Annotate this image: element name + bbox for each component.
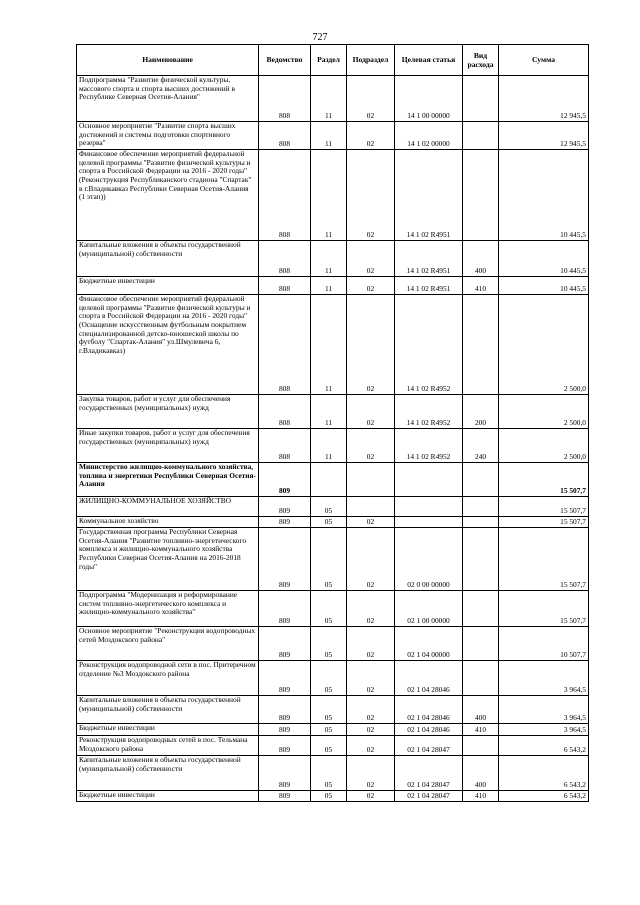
table-row	[77, 277, 589, 295]
row-target-article: 02 1 04 28046	[395, 661, 463, 696]
row-subsection: 02	[347, 517, 395, 528]
row-section: 05	[311, 724, 347, 736]
row-section: 05	[311, 627, 347, 661]
row-subsection: 02	[347, 696, 395, 724]
row-name: Иные закупки товаров, работ и услуг для обеспечения государственных (муниципальных) нужд	[77, 429, 259, 463]
row-name: ЖИЛИЩНО-КОММУНАЛЬНОЕ ХОЗЯЙСТВО	[77, 497, 259, 517]
header-target-article: Целевая статья	[395, 45, 463, 76]
row-section: 05	[311, 517, 347, 528]
row-subsection: 02	[347, 150, 395, 241]
page-number: 727	[312, 32, 328, 43]
row-subsection: 02	[347, 661, 395, 696]
row-name: Финансовое обеспечение мероприятий федеральной целевой программы "Развитие физической культуры и спорта в Российской Федерации на 2016 - 2020 годы" (Реконструкция Республиканского стадиона "Спартак" в г.Владикавказ Республики Северная Осетия-Алания (1 этап))	[77, 150, 259, 241]
row-expense-type	[463, 463, 499, 497]
row-department: 809	[259, 517, 311, 528]
row-name: Реконструкция водопроводных сетей в пос. Тельмана Моздокского района	[77, 736, 259, 756]
row-subsection: 02	[347, 76, 395, 122]
row-section: 05	[311, 736, 347, 756]
table-row	[77, 463, 589, 497]
row-name: Закупка товаров, работ и услуг для обеспечения государственных (муниципальных) нужд	[77, 395, 259, 429]
row-section: 05	[311, 791, 347, 802]
row-expense-type: 410	[463, 277, 499, 295]
row-department: 809	[259, 696, 311, 724]
row-name: Капитальные вложения в объекты государственной (муниципальной) собственности	[77, 696, 259, 724]
row-expense-type	[463, 76, 499, 122]
table-row	[77, 150, 589, 241]
row-name: Основное мероприятие "Развитие спорта высших достижений и системы подготовки спортивного резерва"	[77, 122, 259, 150]
row-subsection: 02	[347, 295, 395, 395]
row-expense-type	[463, 627, 499, 661]
row-sum: 3 964,5	[499, 696, 589, 724]
row-target-article: 14 1 02 R4951	[395, 241, 463, 277]
row-sum: 10 445,5	[499, 241, 589, 277]
header-department: Ведомство	[259, 45, 311, 76]
row-subsection	[347, 463, 395, 497]
row-department: 808	[259, 241, 311, 277]
row-sum: 12 945,5	[499, 122, 589, 150]
row-department: 809	[259, 627, 311, 661]
row-section: 11	[311, 429, 347, 463]
row-expense-type	[463, 528, 499, 591]
table-row	[77, 736, 589, 756]
row-sum: 6 543,2	[499, 736, 589, 756]
row-sum: 2 500,0	[499, 295, 589, 395]
row-section: 11	[311, 122, 347, 150]
row-section: 05	[311, 756, 347, 791]
header-sum: Сумма	[499, 45, 589, 76]
row-section	[311, 463, 347, 497]
row-expense-type: 200	[463, 395, 499, 429]
row-sum: 15 507,7	[499, 463, 589, 497]
table-row	[77, 295, 589, 395]
row-target-article	[395, 497, 463, 517]
row-department: 809	[259, 497, 311, 517]
row-sum: 2 500,0	[499, 395, 589, 429]
row-name: Коммунальное хозяйство	[77, 517, 259, 528]
row-section: 11	[311, 277, 347, 295]
row-sum: 10 507,7	[499, 627, 589, 661]
table-row	[77, 724, 589, 736]
row-department: 808	[259, 395, 311, 429]
row-department: 809	[259, 463, 311, 497]
row-sum: 10 445,5	[499, 150, 589, 241]
row-department: 808	[259, 429, 311, 463]
row-name: Капитальные вложения в объекты государственной (муниципальной) собственности	[77, 241, 259, 277]
row-sum: 3 964,5	[499, 724, 589, 736]
row-name: Бюджетные инвестиции	[77, 791, 259, 802]
row-department: 808	[259, 150, 311, 241]
row-section: 11	[311, 241, 347, 277]
row-department: 809	[259, 661, 311, 696]
row-sum: 3 964,5	[499, 661, 589, 696]
row-target-article: 02 1 00 00000	[395, 591, 463, 627]
row-target-article	[395, 517, 463, 528]
row-expense-type: 240	[463, 429, 499, 463]
row-subsection: 02	[347, 395, 395, 429]
table-row	[77, 429, 589, 463]
row-target-article: 14 1 02 R4952	[395, 429, 463, 463]
row-department: 809	[259, 528, 311, 591]
row-name: Министерство жилищно-коммунального хозяйства, топлива и энергетики Республики Северная Осетия-Алания	[77, 463, 259, 497]
row-target-article: 14 1 02 R4952	[395, 295, 463, 395]
row-department: 809	[259, 756, 311, 791]
row-subsection: 02	[347, 277, 395, 295]
row-name: Реконструкция водопроводной сети в пос. Притеречном отделение №3 Моздокского района	[77, 661, 259, 696]
header-section: Раздел	[311, 45, 347, 76]
row-department: 809	[259, 736, 311, 756]
row-expense-type: 400	[463, 696, 499, 724]
row-section: 11	[311, 150, 347, 241]
row-sum: 15 507,7	[499, 517, 589, 528]
row-expense-type	[463, 497, 499, 517]
row-name: Подпрограмма "Модернизация и реформирование систем топливно-энергетического комплекса и жилищно-коммунального хозяйства"	[77, 591, 259, 627]
row-section: 11	[311, 395, 347, 429]
row-sum: 6 543,2	[499, 791, 589, 802]
row-expense-type: 400	[463, 756, 499, 791]
row-sum: 10 445,5	[499, 277, 589, 295]
table-row	[77, 517, 589, 528]
row-expense-type: 410	[463, 724, 499, 736]
row-sum: 6 543,2	[499, 756, 589, 791]
header-name: Наименование	[77, 45, 259, 76]
row-name: Финансовое обеспечение мероприятий федеральной целевой программы "Развитие физической культуры и спорта в Российской Федерации на 2016 - 2020 годы" (Оснащение искусственным футбольным покрытием специализированной детско-юношеской школы по футболу "Спартак-Алания" ул.Шмулевича 6, г.Владикавказ)	[77, 295, 259, 395]
row-target-article: 02 1 04 00000	[395, 627, 463, 661]
row-name: Подпрограмма "Развитие физической культуры, массового спорта и спорта высших достижений в Республике Северная Осетия-Алания"	[77, 76, 259, 122]
row-sum: 2 500,0	[499, 429, 589, 463]
row-name: Государственная программа Республики Северная Осетия-Алания "Развитие топливно-энергетического комплекса и жилищно-коммунального хозяйства Республики Северная Осетия-Алания на 2016-2018 годы"	[77, 528, 259, 591]
row-target-article: 02 1 04 28047	[395, 756, 463, 791]
row-subsection	[347, 497, 395, 517]
row-name: Бюджетные инвестиции	[77, 724, 259, 736]
row-department: 808	[259, 122, 311, 150]
row-department: 809	[259, 591, 311, 627]
row-department: 809	[259, 791, 311, 802]
row-target-article: 14 1 02 R4951	[395, 277, 463, 295]
row-subsection: 02	[347, 736, 395, 756]
row-sum: 12 945,5	[499, 76, 589, 122]
row-section: 11	[311, 295, 347, 395]
row-section: 11	[311, 76, 347, 122]
header-expense-type: Вид расхода	[463, 45, 499, 76]
row-department: 808	[259, 76, 311, 122]
table-row	[77, 528, 589, 591]
row-target-article: 14 1 02 00000	[395, 122, 463, 150]
row-subsection: 02	[347, 627, 395, 661]
row-target-article	[395, 463, 463, 497]
row-name: Основное мероприятие "Реконструкция водопроводных сетей Моздокского района"	[77, 627, 259, 661]
table-row	[77, 661, 589, 696]
row-subsection: 02	[347, 429, 395, 463]
row-section: 05	[311, 528, 347, 591]
table-row	[77, 76, 589, 122]
row-expense-type	[463, 295, 499, 395]
table-row	[77, 627, 589, 661]
row-expense-type	[463, 150, 499, 241]
row-expense-type: 400	[463, 241, 499, 277]
table-row	[77, 791, 589, 802]
header-subsection: Подраздел	[347, 45, 395, 76]
row-sum: 15 507,7	[499, 528, 589, 591]
row-expense-type	[463, 591, 499, 627]
row-target-article: 02 1 04 28047	[395, 791, 463, 802]
table-row	[77, 497, 589, 517]
row-section: 05	[311, 696, 347, 724]
row-name: Капитальные вложения в объекты государственной (муниципальной) собственности	[77, 756, 259, 791]
row-department: 808	[259, 295, 311, 395]
row-subsection: 02	[347, 791, 395, 802]
row-subsection: 02	[347, 724, 395, 736]
table-row	[77, 395, 589, 429]
row-target-article: 02 1 04 28046	[395, 696, 463, 724]
row-subsection: 02	[347, 528, 395, 591]
row-sum: 15 507,7	[499, 591, 589, 627]
row-target-article: 02 1 04 28047	[395, 736, 463, 756]
row-target-article: 14 1 00 00000	[395, 76, 463, 122]
row-sum: 15 507,7	[499, 497, 589, 517]
row-expense-type: 410	[463, 791, 499, 802]
row-target-article: 14 1 02 R4952	[395, 395, 463, 429]
row-expense-type	[463, 122, 499, 150]
row-section: 05	[311, 591, 347, 627]
row-expense-type	[463, 661, 499, 696]
table-row	[77, 241, 589, 277]
table-row	[77, 591, 589, 627]
row-target-article: 02 1 04 28046	[395, 724, 463, 736]
table-row	[77, 696, 589, 724]
table-header-row	[77, 45, 589, 76]
row-name: Бюджетные инвестиции	[77, 277, 259, 295]
row-expense-type	[463, 517, 499, 528]
row-target-article: 02 0 00 00000	[395, 528, 463, 591]
row-subsection: 02	[347, 591, 395, 627]
row-subsection: 02	[347, 122, 395, 150]
row-department: 809	[259, 724, 311, 736]
row-subsection: 02	[347, 756, 395, 791]
row-section: 05	[311, 661, 347, 696]
row-target-article: 14 1 02 R4951	[395, 150, 463, 241]
table-row	[77, 756, 589, 791]
budget-table	[76, 44, 589, 802]
row-subsection: 02	[347, 241, 395, 277]
row-department: 808	[259, 277, 311, 295]
row-section: 05	[311, 497, 347, 517]
table-row	[77, 122, 589, 150]
row-expense-type	[463, 736, 499, 756]
